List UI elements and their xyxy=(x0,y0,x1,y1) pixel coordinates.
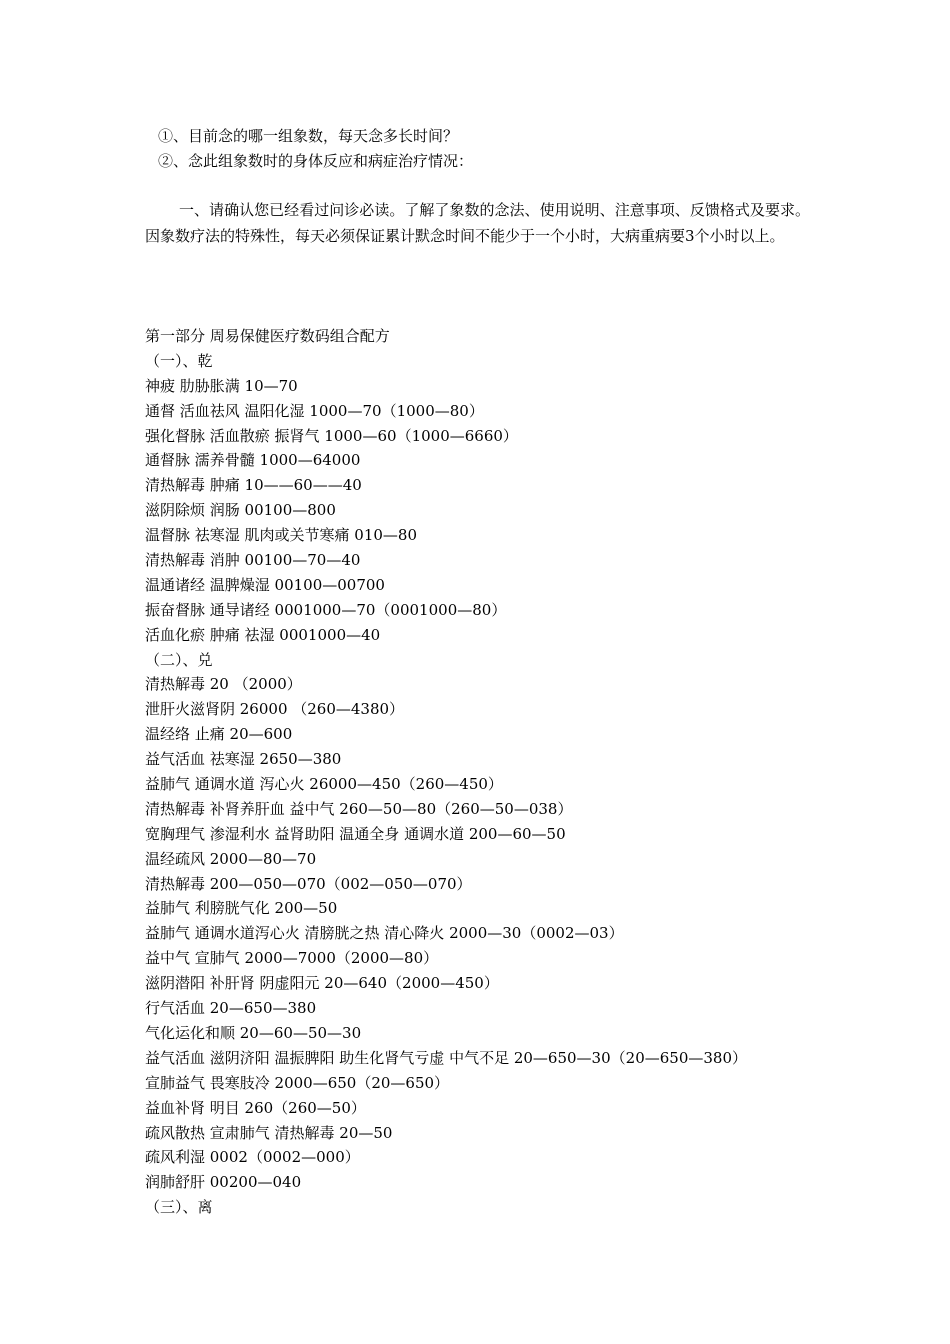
formula-line: 益肺气 利膀胱气化 200—50 xyxy=(145,899,338,918)
formula-line: 滋阴除烦 润肠 00100—800 xyxy=(145,501,336,520)
formula-line: 疏风利湿 0002（0002—000） xyxy=(145,1148,360,1167)
question-2: ②、念此组象数时的身体反应和病症治疗情况： xyxy=(158,152,474,170)
formula-line: 气化运化和顺 20—60—50—30 xyxy=(145,1023,362,1042)
formula-line: 通督 活血祛风 温阳化湿 1000—70（1000—80） xyxy=(145,401,484,420)
subsection-heading: （三）、离 xyxy=(145,1198,213,1217)
formula-line: 宣肺益气 畏寒肢冷 2000—650（20—650） xyxy=(145,1073,450,1092)
formula-line: 滋阴潜阳 补肝肾 阴虚阳元 20—640（2000—450） xyxy=(145,974,499,993)
formula-line: 振奋督脉 通导诸经 0001000—70（0001000—80） xyxy=(145,600,507,619)
formula-line: 益肺气 通调水道泻心火 清膀胱之热 清心降火 2000—30（0002—03） xyxy=(145,924,624,943)
formula-line: 温通诸经 温脾燥湿 00100—00700 xyxy=(145,575,385,594)
formula-line: 润肺舒肝 00200—040 xyxy=(145,1173,302,1192)
formula-line: 清热解毒 补肾养肝血 益中气 260—50—80（260—50—038） xyxy=(145,799,573,818)
formula-line: 行气活血 20—650—380 xyxy=(145,999,317,1018)
formula-line: 益气活血 祛寒湿 2650—380 xyxy=(145,750,342,769)
formula-line: 清热解毒 肿痛 10——60——40 xyxy=(145,476,362,495)
formula-line: 清热解毒 20 （2000） xyxy=(145,675,302,694)
formula-list xyxy=(145,324,845,1220)
formula-line: 温经络 止痛 20—600 xyxy=(145,725,293,744)
formula-line: 宽胸理气 渗湿利水 益肾助阳 温通全身 通调水道 200—60—50 xyxy=(145,824,566,843)
formula-line: 益血补肾 明目 260（260—50） xyxy=(145,1098,366,1117)
formula-line: 益中气 宣肺气 2000—7000（2000—80） xyxy=(145,949,439,968)
question-1: ①、目前念的哪一组象数，每天念多长时间？ xyxy=(158,127,459,145)
formula-line: 温督脉 祛寒湿 肌肉或关节寒痛 010—80 xyxy=(145,526,418,545)
intro-paragraph: 一、请确认您已经看过问诊必读。了解了象数的念法、使用说明、注意事项、反馈格式及要求。因象数疗法的特殊性，每天必须保证累计默念时间不能少于一个小时，大病重病要3个小时以上。 xyxy=(145,201,810,245)
formula-line: 益肺气 通调水道 泻心火 26000—450（260—450） xyxy=(145,775,503,794)
formula-line: 温经疏风 2000—80—70 xyxy=(145,849,317,868)
question-list xyxy=(158,124,838,174)
formula-line: 通督脉 濡养骨髓 1000—64000 xyxy=(145,451,361,470)
formula-line: 神疲 肋胁胀满 10—70 xyxy=(145,376,298,395)
section-heading: 第一部分 周易保健医疗数码组合配方 xyxy=(145,327,390,345)
formula-line: 清热解毒 消肿 00100—70—40 xyxy=(145,551,361,570)
formula-line: 清热解毒 200—050—070（002—050—070） xyxy=(145,874,472,893)
subsection-heading: （二）、兑 xyxy=(145,650,213,669)
formula-line: 益气活血 滋阴济阳 温振脾阳 助生化肾气亏虚 中气不足 20—650—30（20—650—380） xyxy=(145,1048,747,1067)
formula-line: 疏风散热 宣肃肺气 清热解毒 20—50 xyxy=(145,1123,393,1142)
formula-line: 泄肝火滋肾阴 26000 （260—4380） xyxy=(145,700,405,719)
formula-line: 活血化瘀 肿痛 祛湿 0001000—40 xyxy=(145,625,381,644)
subsection-heading: （一）、乾 xyxy=(145,351,213,370)
formula-line: 强化督脉 活血散瘀 振肾气 1000—60（1000—6660） xyxy=(145,426,518,445)
